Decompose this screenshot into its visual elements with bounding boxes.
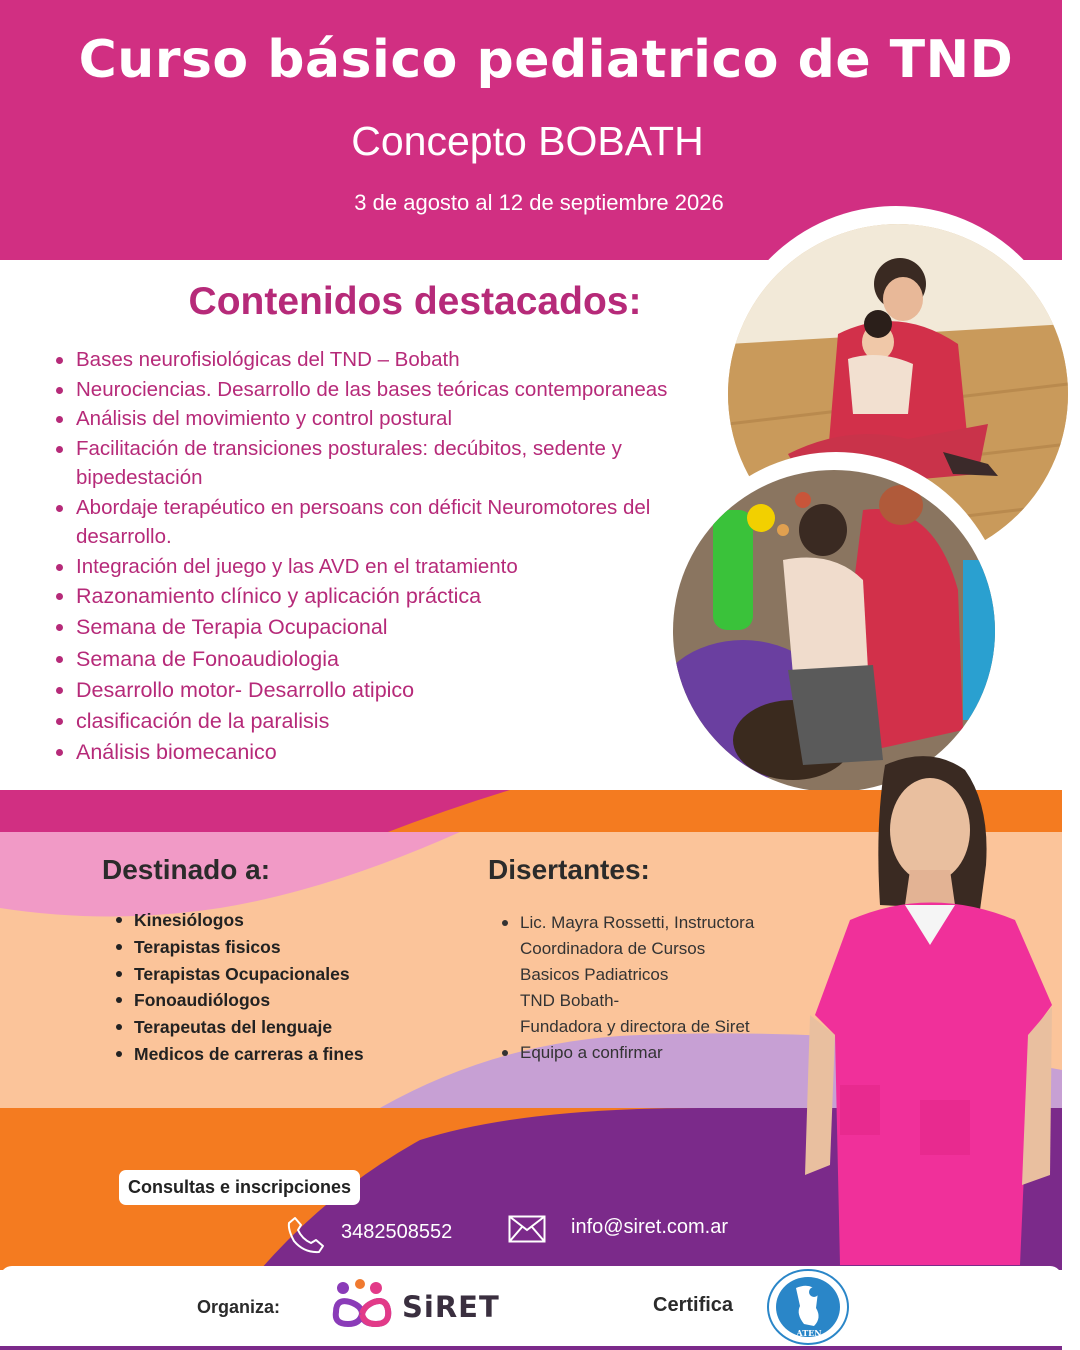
list-item: Neurociencias. Desarrollo de las bases teóricas contemporaneas — [52, 375, 732, 405]
audience-title: Destinado a: — [102, 854, 271, 885]
audience-list — [114, 907, 364, 1068]
list-item: Semana de Fonoaudiologia — [52, 644, 732, 675]
envelope-icon — [508, 1215, 546, 1243]
inquiries-badge: Consultas e inscripciones — [119, 1170, 360, 1205]
list-item: Razonamiento clínico y aplicación práctica — [52, 581, 732, 612]
list-item: clasificación de la paralisis — [52, 706, 732, 737]
list-item: Abordaje terapéutico en persoans con déficit Neuromotores del desarrollo. — [52, 493, 732, 552]
list-item: Lic. Mayra Rossetti, Instructora Coordinadora de Cursos Basicos Padiatricos TND Bobath- Fundadora y directora de Siret — [500, 910, 820, 1040]
course-subtitle: Concepto BOBATH — [351, 118, 704, 164]
phone-number[interactable]: 3482508552 — [341, 1221, 453, 1243]
footer — [0, 1266, 1062, 1350]
list-item: Equipo a confirmar — [500, 1040, 820, 1066]
list-item: Terapeutas del lenguaje — [114, 1014, 364, 1041]
presenter-photo — [790, 745, 1062, 1267]
contents-list — [52, 345, 732, 769]
course-title: Curso básico pediatrico de TND — [78, 30, 1014, 90]
contents-title: Contenidos destacados: — [188, 280, 642, 323]
list-item: Semana de Terapia Ocupacional — [52, 612, 732, 643]
speakers-list — [500, 910, 820, 1066]
course-dates: 3 de agosto al 12 de septiembre 2026 — [354, 190, 724, 215]
therapy-photo-bottom — [673, 470, 995, 792]
siret-logo-icon — [326, 1278, 398, 1330]
list-item: Bases neurofisiológicas del TND – Bobath — [52, 345, 732, 375]
list-item: Medicos de carreras a fines — [114, 1041, 364, 1068]
siret-logo-text: SiRET — [402, 1290, 500, 1324]
email-address[interactable]: info@siret.com.ar — [571, 1216, 729, 1238]
certifica-label: Certifica — [653, 1294, 734, 1316]
list-item: Terapistas fisicos — [114, 934, 364, 961]
list-item: Facilitación de transiciones posturales: decúbitos, sedente y bipedestación — [52, 434, 732, 493]
list-item: Integración del juego y las AVD en el tratamiento — [52, 552, 732, 582]
list-item: Análisis del movimiento y control postural — [52, 404, 732, 434]
aten-seal-text: ATEN — [796, 1328, 822, 1338]
phone-icon — [286, 1215, 326, 1255]
organiza-label: Organiza: — [197, 1297, 281, 1317]
list-item: Desarrollo motor- Desarrollo atipico — [52, 675, 732, 706]
list-item: Fonoaudiólogos — [114, 987, 364, 1014]
list-item: Terapistas Ocupacionales — [114, 961, 364, 988]
list-item: Análisis biomecanico — [52, 737, 732, 768]
list-item: Kinesiólogos — [114, 907, 364, 934]
speakers-title: Disertantes: — [488, 854, 650, 885]
